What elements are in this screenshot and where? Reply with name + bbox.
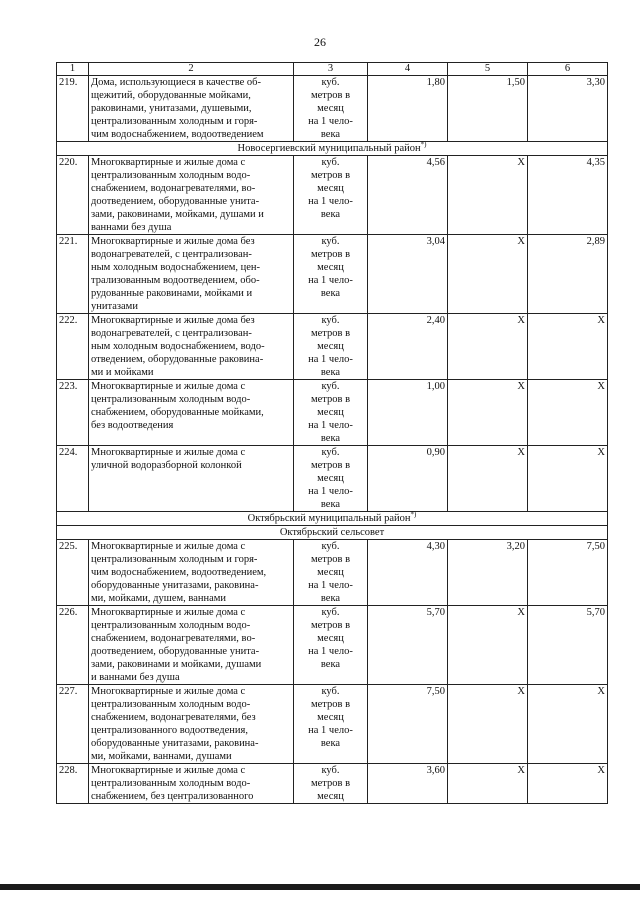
unit-cell: куб. метров в месяц на 1 чело- века <box>294 685 368 764</box>
value-cell-col6: Х <box>528 685 608 764</box>
table-row <box>57 380 608 446</box>
value-cell-col6: Х <box>528 314 608 380</box>
row-number-cell: 220. <box>57 156 89 235</box>
row-number-cell: 219. <box>57 76 89 142</box>
unit-cell: куб. метров в месяц на 1 чело- века <box>294 446 368 512</box>
table-row <box>57 540 608 606</box>
table-row <box>57 314 608 380</box>
value-cell-col4: 5,70 <box>368 606 448 685</box>
column-header-row <box>57 63 608 76</box>
value-cell-col4: 7,50 <box>368 685 448 764</box>
value-cell-col4: 4,30 <box>368 540 448 606</box>
description-cell: Многоквартирные и жилые дома с централизованным холодным водо- снабжением, водонагревателями, во- доотведением, оборудованные унита- зами, раковинами, мойками, душами и ваннами без душа <box>89 156 294 235</box>
table-row <box>57 685 608 764</box>
row-number-cell: 224. <box>57 446 89 512</box>
column-header: 5 <box>448 63 528 76</box>
row-number-cell: 223. <box>57 380 89 446</box>
column-header: 4 <box>368 63 448 76</box>
value-cell-col5: 3,20 <box>448 540 528 606</box>
section-header-row <box>57 512 608 526</box>
section-header-row <box>57 526 608 540</box>
value-cell-col5: Х <box>448 314 528 380</box>
description-cell: Многоквартирные и жилые дома с централизованным холодным водо- снабжением, водонагревателями, без централизованного водоотведения, оборудованные унитазами, раковина- ми, мойками, ваннами, душами <box>89 685 294 764</box>
section-title-text: Новосергиевский муниципальный район <box>237 143 421 154</box>
unit-cell: куб. метров в месяц на 1 чело- века <box>294 235 368 314</box>
page-number: 26 <box>314 35 326 49</box>
description-cell: Многоквартирные и жилые дома с централизованным холодным и горя- чим водоснабжением, водоотведением, оборудованные унитазами, раковина- ми, мойками, душем, ваннами <box>89 540 294 606</box>
value-cell-col6: Х <box>528 380 608 446</box>
unit-cell: куб. метров в месяц на 1 чело- века <box>294 540 368 606</box>
value-cell-col4: 3,04 <box>368 235 448 314</box>
value-cell-col5: Х <box>448 446 528 512</box>
section-title-text: Октябрьский сельсовет <box>279 527 385 538</box>
table-row <box>57 76 608 142</box>
description-cell: Многоквартирные и жилые дома с централизованным холодным водо- снабжением, водонагревателями, во- доотведением, оборудованные унита- зами, раковинами и мойками, душами и ваннами без душа <box>89 606 294 685</box>
column-header: 1 <box>57 63 89 76</box>
row-number-cell: 225. <box>57 540 89 606</box>
footnote-mark: *) <box>420 140 427 149</box>
scan-border-bar <box>0 884 640 890</box>
unit-cell: куб. метров в месяц на 1 чело- века <box>294 314 368 380</box>
section-title <box>57 526 608 540</box>
row-number-cell: 228. <box>57 764 89 804</box>
row-number-cell: 221. <box>57 235 89 314</box>
tariff-table <box>56 62 608 804</box>
value-cell-col4: 0,90 <box>368 446 448 512</box>
value-cell-col4: 2,40 <box>368 314 448 380</box>
value-cell-col4: 3,60 <box>368 764 448 804</box>
value-cell-col6: 3,30 <box>528 76 608 142</box>
value-cell-col6: Х <box>528 446 608 512</box>
unit-cell: куб. метров в месяц на 1 чело- века <box>294 156 368 235</box>
table-row <box>57 764 608 804</box>
section-title <box>57 512 608 526</box>
value-cell-col4: 1,00 <box>368 380 448 446</box>
column-header: 2 <box>89 63 294 76</box>
description-cell: Многоквартирные и жилые дома без водонагревателей, с централизован- ным холодным водоснабжением, водо- отведением, оборудованные раковина- ми и мойками <box>89 314 294 380</box>
value-cell-col5: Х <box>448 764 528 804</box>
row-number-cell: 227. <box>57 685 89 764</box>
value-cell-col6: 7,50 <box>528 540 608 606</box>
description-cell: Многоквартирные и жилые дома с централизованным холодным водо- снабжением, оборудованные мойками, без водоотведения <box>89 380 294 446</box>
section-header-row <box>57 142 608 156</box>
value-cell-col6: 4,35 <box>528 156 608 235</box>
value-cell-col4: 4,56 <box>368 156 448 235</box>
section-title <box>57 142 608 156</box>
unit-cell: куб. метров в месяц на 1 чело- века <box>294 380 368 446</box>
unit-cell: куб. метров в месяц на 1 чело- века <box>294 76 368 142</box>
value-cell-col6: 5,70 <box>528 606 608 685</box>
row-number-cell: 226. <box>57 606 89 685</box>
value-cell-col4: 1,80 <box>368 76 448 142</box>
value-cell-col5: 1,50 <box>448 76 528 142</box>
value-cell-col5: Х <box>448 156 528 235</box>
column-header: 3 <box>294 63 368 76</box>
description-cell: Многоквартирные и жилые дома без водонагревателей, с централизован- ным холодным водоснабжением, цен- трализованным водоотведением, обо- рудованные раковинами, мойками и унитазами <box>89 235 294 314</box>
unit-cell: куб. метров в месяц на 1 чело- века <box>294 606 368 685</box>
value-cell-col5: Х <box>448 235 528 314</box>
unit-cell: куб. метров в месяц <box>294 764 368 804</box>
description-cell: Многоквартирные и жилые дома с уличной водоразборной колонкой <box>89 446 294 512</box>
value-cell-col6: Х <box>528 764 608 804</box>
value-cell-col6: 2,89 <box>528 235 608 314</box>
footnote-mark: *) <box>410 510 417 519</box>
value-cell-col5: Х <box>448 606 528 685</box>
table-row <box>57 156 608 235</box>
value-cell-col5: Х <box>448 685 528 764</box>
description-cell: Многоквартирные и жилые дома с централизованным холодным водо- снабжением, без централизованного <box>89 764 294 804</box>
table-body <box>57 76 608 804</box>
column-header: 6 <box>528 63 608 76</box>
table-row <box>57 606 608 685</box>
section-title-text: Октябрьский муниципальный район <box>247 513 411 524</box>
value-cell-col5: Х <box>448 380 528 446</box>
description-cell: Дома, использующиеся в качестве об- щежитий, оборудованные мойками, раковинами, унитазами, душевыми, централизованным холодным и горя- чим водоснабжением, водоотведением <box>89 76 294 142</box>
row-number-cell: 222. <box>57 314 89 380</box>
table-row <box>57 446 608 512</box>
table-row <box>57 235 608 314</box>
